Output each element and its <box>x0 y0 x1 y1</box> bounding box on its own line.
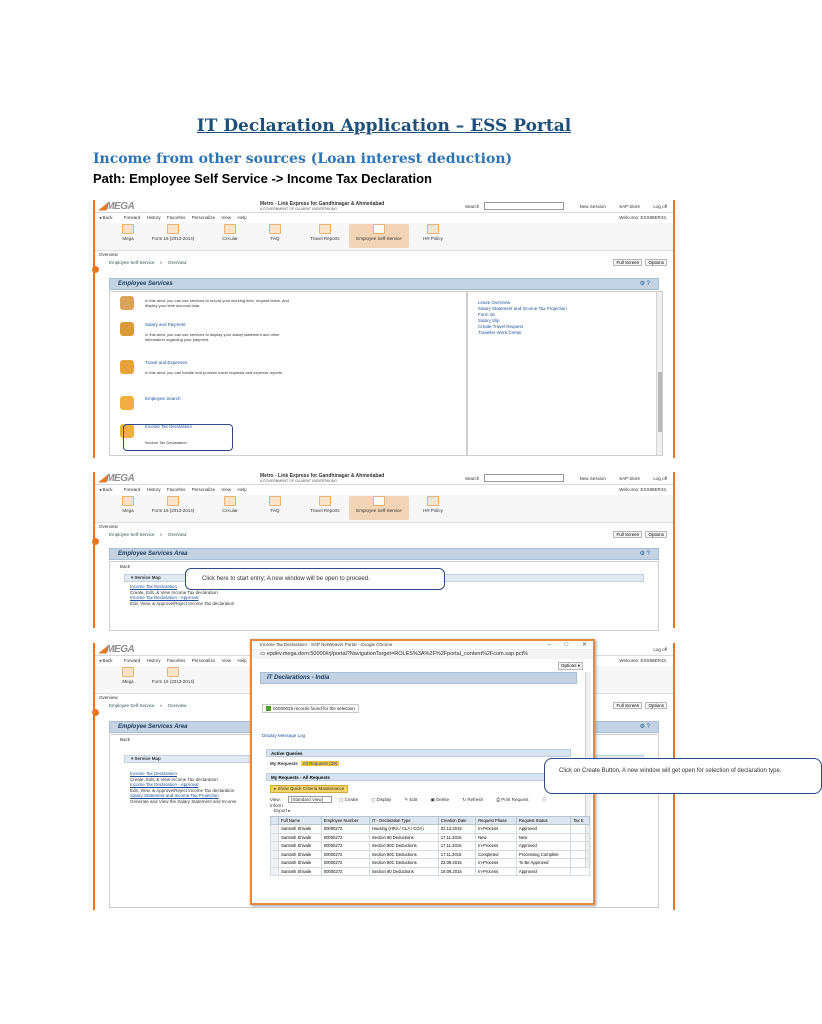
search-input[interactable] <box>484 202 564 210</box>
services-list: In this area, you can use services to record your working time, request leave, and display your time account data. Salary and Payment In this area, you can use services to display your salary statement and other information regarding your payment. Travel and Expenses In this area, you can handle and process travel requests and expense reports. Employee Search Income Tax Declaration Income Tax Declaration <box>109 291 467 456</box>
sub-bar <box>95 251 673 276</box>
top-links <box>568 204 667 209</box>
help-menu[interactable]: Help <box>237 215 247 220</box>
breadcrumb-root[interactable]: Employee Self-Service <box>109 532 155 537</box>
nav-faq[interactable]: FAQ <box>245 224 305 241</box>
requests-table <box>270 816 590 876</box>
link-leave-overview[interactable]: Leave Overview <box>478 300 511 305</box>
settings-help-icons[interactable]: ⚙ ? <box>639 281 650 287</box>
service-map-header[interactable]: ▾ Service Map <box>124 574 644 582</box>
portal-header <box>95 472 673 485</box>
menu-bar <box>95 485 673 495</box>
folder-icon <box>167 224 179 234</box>
breadcrumb <box>109 260 190 265</box>
top-navigation <box>95 495 673 523</box>
breadcrumb <box>109 703 190 708</box>
folder-icon <box>427 496 439 506</box>
back-button[interactable]: Back <box>120 564 131 569</box>
col-declaration-type[interactable]: IT - Declaration Type <box>369 817 438 825</box>
col-employee-number[interactable]: Employee Number <box>321 817 369 825</box>
luggage-icon <box>120 360 134 374</box>
log-off-link[interactable]: Log off <box>653 647 667 652</box>
nav-form16[interactable]: Form 16 (2013-2014) <box>143 496 203 513</box>
folder-icon <box>319 224 331 234</box>
folder-icon <box>167 496 179 506</box>
refresh-button[interactable]: ↻ Refresh <box>462 797 484 802</box>
close-icon[interactable]: ✕ <box>581 642 587 648</box>
personalize-menu[interactable]: Personalize <box>191 658 216 663</box>
search-label: Search <box>465 204 480 209</box>
company-name: Metro - Link Express for Gandhinagar & Ahmedabad <box>260 473 385 479</box>
scrollbar[interactable] <box>656 292 662 455</box>
nav-travel-reports[interactable]: Travel Reports <box>295 224 355 241</box>
employee-search-link[interactable]: Employee Search <box>145 396 181 401</box>
top-links <box>568 476 667 481</box>
all-requests-link[interactable]: All Requests (29) <box>302 761 338 766</box>
folder-icon <box>224 496 236 506</box>
service-map-list: Income Tax Declaration Create, Edit, & View Income Tax declaration Income Tax Declaration - Approval Edit, View, & Approve/Reject Income Tax declaration Salary Statement and Income Tax Projection Generate and View the Salary Statement and Income <box>130 771 237 804</box>
personalize-menu[interactable]: Personalize <box>191 487 216 492</box>
back-link[interactable]: ◂ Back <box>99 658 113 663</box>
display-button[interactable]: ◻ Display <box>371 797 392 802</box>
welcome-text: Welcome: ESS98ER43, <box>619 658 667 663</box>
edit-button[interactable]: ✎ Edit <box>404 797 418 802</box>
page-icon: ▭ <box>260 651 267 657</box>
help-menu[interactable]: Help <box>237 658 247 663</box>
menu-bar <box>95 213 673 223</box>
forward-link[interactable]: Forward <box>123 487 141 492</box>
mega-logo: ◢MEGA <box>99 201 135 212</box>
overview-tab[interactable]: Overview <box>99 252 118 257</box>
income-tax-declaration-link[interactable]: Income Tax Declaration <box>130 771 177 776</box>
salary-payment-link[interactable]: Salary and Payment <box>145 322 186 327</box>
breadcrumb-leaf[interactable]: Overview <box>167 703 187 708</box>
sap-store-link[interactable]: SAP Store <box>619 476 641 481</box>
breadcrumb-leaf[interactable]: Overview <box>167 532 187 537</box>
services-area-header: Employee Services Area ⚙ ? <box>109 721 659 733</box>
link-traveller-work-center[interactable]: Traveller Work Center <box>478 330 522 335</box>
table-row[interactable]: Santosh Shivale 00000272 Section 80 Deductions 18.09.2015 In-Process Approved <box>271 867 590 876</box>
link-create-travel-request[interactable]: Create Travel Request <box>478 324 524 329</box>
breadcrumb <box>109 532 190 537</box>
company-subtitle: A GOVERNMENT OF GUJARAT UNDERTAKING <box>260 479 338 483</box>
show-quick-criteria-button[interactable]: ▸ Show Quick Criteria Maintenance <box>270 785 348 793</box>
table-row[interactable]: Santosh Shivale 00000272 Section 80C Deductions 23.09.2015 In-Process To Be Approved <box>271 859 590 868</box>
time-icon <box>120 296 134 310</box>
income-tax-declaration-link[interactable]: Income Tax Declaration <box>145 424 192 429</box>
breadcrumb-root[interactable]: Employee Self-Service <box>109 703 155 708</box>
folder-icon <box>373 224 385 234</box>
breadcrumb-root[interactable]: Employee Self-Service <box>109 260 155 265</box>
breadcrumb-leaf[interactable]: Overview <box>167 260 187 265</box>
income-tax-approval-link[interactable]: Income Tax Declaration - Approval <box>130 782 199 787</box>
highlight-box <box>123 424 233 451</box>
instruction-callout: Click on Create Button, A new window will get open for selection of declaration type. <box>544 758 822 794</box>
table-row[interactable]: Santosh Shivale 00000272 Section 80C Deductions 17.11.2015 Completed Processing Complete <box>271 850 590 859</box>
folder-icon <box>122 224 134 234</box>
nav-hr-policy[interactable]: HR Policy <box>403 224 463 241</box>
favorites-menu[interactable]: Favorites <box>166 215 186 220</box>
options-button[interactable]: Options <box>645 702 667 709</box>
screenshot-service-map <box>93 472 675 628</box>
nav-mega[interactable]: Mega <box>98 496 158 513</box>
income-tax-declaration-link[interactable]: Income Tax Declaration <box>130 584 177 589</box>
travel-expenses-link[interactable]: Travel and Expenses <box>145 360 188 365</box>
breadcrumb-separator: » <box>159 260 163 265</box>
breadcrumb-separator: » <box>159 703 163 708</box>
full-screen-button[interactable]: Full Screen <box>613 702 642 709</box>
view-select[interactable]: [Standard View] <box>288 796 332 803</box>
favorites-menu[interactable]: Favorites <box>166 658 186 663</box>
breadcrumb-separator: » <box>159 532 163 537</box>
records-message: 00000029 records found for the selection <box>262 704 359 713</box>
nav-faq[interactable]: FAQ <box>245 496 305 513</box>
history-menu[interactable]: History <box>146 658 161 663</box>
folder-icon <box>224 224 236 234</box>
service-map-header[interactable]: ▾ Service Map <box>124 755 644 763</box>
document-subtitle: Income from other sources (Loan interest deduction) <box>93 151 513 167</box>
sap-store-link[interactable]: SAP Store <box>619 204 641 209</box>
orange-marker-icon <box>92 709 99 716</box>
my-requests-row: My Requests All Requests (29) <box>270 761 338 766</box>
mega-logo: ◢MEGA <box>99 644 135 655</box>
back-link[interactable]: ◂ Back <box>99 215 113 220</box>
nav-form16[interactable]: Form 16 (2013-2014) <box>143 667 203 684</box>
income-tax-approval-link[interactable]: Income Tax Declaration - Approval <box>130 595 199 600</box>
welcome-text: Welcome: ESS98ER43, <box>619 215 667 220</box>
col-creation-date[interactable]: Creation Date <box>438 817 475 825</box>
options-button[interactable]: Options <box>645 531 667 538</box>
help-menu[interactable]: Help <box>237 487 247 492</box>
document-title: IT Declaration Application – ESS Portal <box>196 116 572 136</box>
screenshot-it-declarations <box>93 642 782 910</box>
minimize-icon[interactable]: – <box>547 642 551 648</box>
screenshot-employee-services <box>93 200 675 458</box>
back-link[interactable]: ◂ Back <box>99 487 113 492</box>
nav-hr-policy[interactable]: HR Policy <box>403 496 463 513</box>
folder-icon <box>269 224 281 234</box>
delete-button[interactable]: ▣ Delete <box>430 797 450 802</box>
display-message-log-link[interactable]: Display Message Log <box>262 733 306 738</box>
nav-mega[interactable]: Mega <box>98 667 158 684</box>
services-area-header: Employee Services Area ⚙ ? <box>109 548 659 560</box>
link-form16[interactable]: Form 16 <box>478 312 495 317</box>
nav-mega[interactable]: Mega <box>98 224 158 241</box>
view-menu[interactable]: View <box>221 658 232 663</box>
settings-help-icons[interactable]: ⚙ ? <box>639 551 650 557</box>
folder-icon <box>269 496 281 506</box>
top-navigation <box>95 223 673 251</box>
folder-icon <box>427 224 439 234</box>
grid-icon <box>120 396 134 410</box>
address-bar[interactable]: ▭ epdev.mega.dom:50000/irj/portal?NavigationTarget=ROLES%3A%2F%2Fportal_content%2Fcom.sap.pct% <box>252 650 593 659</box>
company-subtitle: A GOVERNMENT OF GUJARAT UNDERTAKING <box>260 207 338 211</box>
scales-icon <box>120 322 134 336</box>
nav-employee-self-service[interactable]: Employee Self-Service <box>349 496 409 520</box>
my-requests-all-header: My Requests - All Requests <box>266 773 571 781</box>
nav-form16[interactable]: Form 16 (2013-2014) <box>143 224 203 241</box>
maximize-icon[interactable]: □ <box>564 642 569 648</box>
search-label: Search <box>465 476 480 481</box>
forward-link[interactable]: Forward <box>123 215 141 220</box>
folder-icon <box>122 496 134 506</box>
folder-icon <box>122 667 134 677</box>
folder-icon <box>319 496 331 506</box>
print-request-button[interactable]: ⎙ Print Request <box>496 797 529 802</box>
document-path: Path: Employee Self Service -> Income Tax Declaration <box>93 171 432 186</box>
personalize-menu[interactable]: Personalize <box>191 215 216 220</box>
table-row[interactable]: Santosh Shivale 00000272 Housing (HRA / CLA / COA) 02.12.2015 In-Process Approved <box>271 825 590 834</box>
view-menu[interactable]: View <box>221 487 232 492</box>
nav-circular[interactable]: Circular <box>200 496 260 513</box>
forward-link[interactable]: Forward <box>123 658 141 663</box>
portal-header <box>95 200 673 213</box>
orange-marker-icon <box>92 266 99 273</box>
salary-statement-link[interactable]: Salary Statement and Income Tax Projection <box>130 793 219 798</box>
col-tax[interactable]: Tax E <box>571 817 590 825</box>
new-session-link[interactable]: New Session <box>579 204 606 209</box>
options-button[interactable]: Options <box>645 259 667 266</box>
quick-links-pane <box>467 291 663 456</box>
active-queries-header: Active Queries <box>266 749 571 757</box>
link-salary-slip[interactable]: Salary Slip <box>478 318 500 323</box>
folder-icon <box>373 496 385 506</box>
top-links <box>641 647 667 652</box>
link-salary-statement[interactable]: Salary Statement and Income Tax Projection <box>478 306 567 311</box>
history-menu[interactable]: History <box>146 215 161 220</box>
table-row[interactable]: Santosh Shivale 00000272 Section 80 Deductions 17.11.2015 New New <box>271 833 590 842</box>
back-button[interactable]: Back <box>120 737 131 742</box>
mega-logo: ◢MEGA <box>99 473 135 484</box>
history-menu[interactable]: History <box>146 487 161 492</box>
inform-button[interactable]: ⓘ Inform <box>270 797 547 808</box>
popup-title-bar: Income Tax Declaration - SAP NetWeaver Portal - Google Chrome – □ ✕ <box>252 641 593 650</box>
welcome-text: Welcome: ESS98ER43, <box>619 487 667 492</box>
settings-help-icons[interactable]: ⚙ ? <box>639 724 650 730</box>
log-off-link[interactable]: Log off <box>653 476 667 481</box>
sub-bar <box>95 523 673 548</box>
options-button[interactable]: Options ▾ <box>558 662 583 670</box>
orange-marker-icon <box>92 538 99 545</box>
table-toolbar: View: [Standard View] ▢ Create ◻ Display ✎ Edit ▣ Delete ↻ Refresh ⎙ Print Request ⓘ Inform <box>270 797 547 808</box>
overview-tab[interactable]: Overview <box>99 524 118 529</box>
col-request-phase[interactable]: Request Phase <box>476 817 517 825</box>
col-full-name[interactable]: Full Name <box>279 817 322 825</box>
full-screen-button[interactable]: Full Screen <box>613 531 642 538</box>
check-icon <box>266 706 271 711</box>
service-map-list: Income Tax Declaration Create, Edit, & View Income Tax declaration Income Tax Declaration - Approval Edit, View, & Approve/Reject Income Tax declaration <box>130 584 235 606</box>
new-session-link[interactable]: New Session <box>579 476 606 481</box>
folder-icon <box>167 667 179 677</box>
create-button[interactable]: ▢ Create <box>339 797 359 802</box>
view-menu[interactable]: View <box>221 215 232 220</box>
nav-travel-reports[interactable]: Travel Reports <box>295 496 355 513</box>
employee-services-header: Employee Services ⚙ ? <box>109 278 659 290</box>
log-off-link[interactable]: Log off <box>653 204 667 209</box>
table-row[interactable]: Santosh Shivale 00000272 Section 80C Deductions 17.11.2015 In-Process Approved <box>271 842 590 851</box>
overview-tab[interactable]: Overview <box>99 695 118 700</box>
full-screen-button[interactable]: Full Screen <box>613 259 642 266</box>
col-request-status[interactable]: Request Status <box>516 817 570 825</box>
favorites-menu[interactable]: Favorites <box>166 487 186 492</box>
instruction-callout: Click here to start entry; A new window will be open to proceed. <box>185 568 445 590</box>
export-button[interactable]: Export ▸ <box>274 808 291 813</box>
search-input[interactable] <box>484 474 564 482</box>
nav-employee-self-service[interactable]: Employee Self-Service <box>349 224 409 248</box>
nav-circular[interactable]: Circular <box>200 224 260 241</box>
company-name: Metro - Link Express for Gandhinagar & Ahmedabad <box>260 201 385 207</box>
it-declarations-heading: IT Declarations - India <box>260 672 577 684</box>
